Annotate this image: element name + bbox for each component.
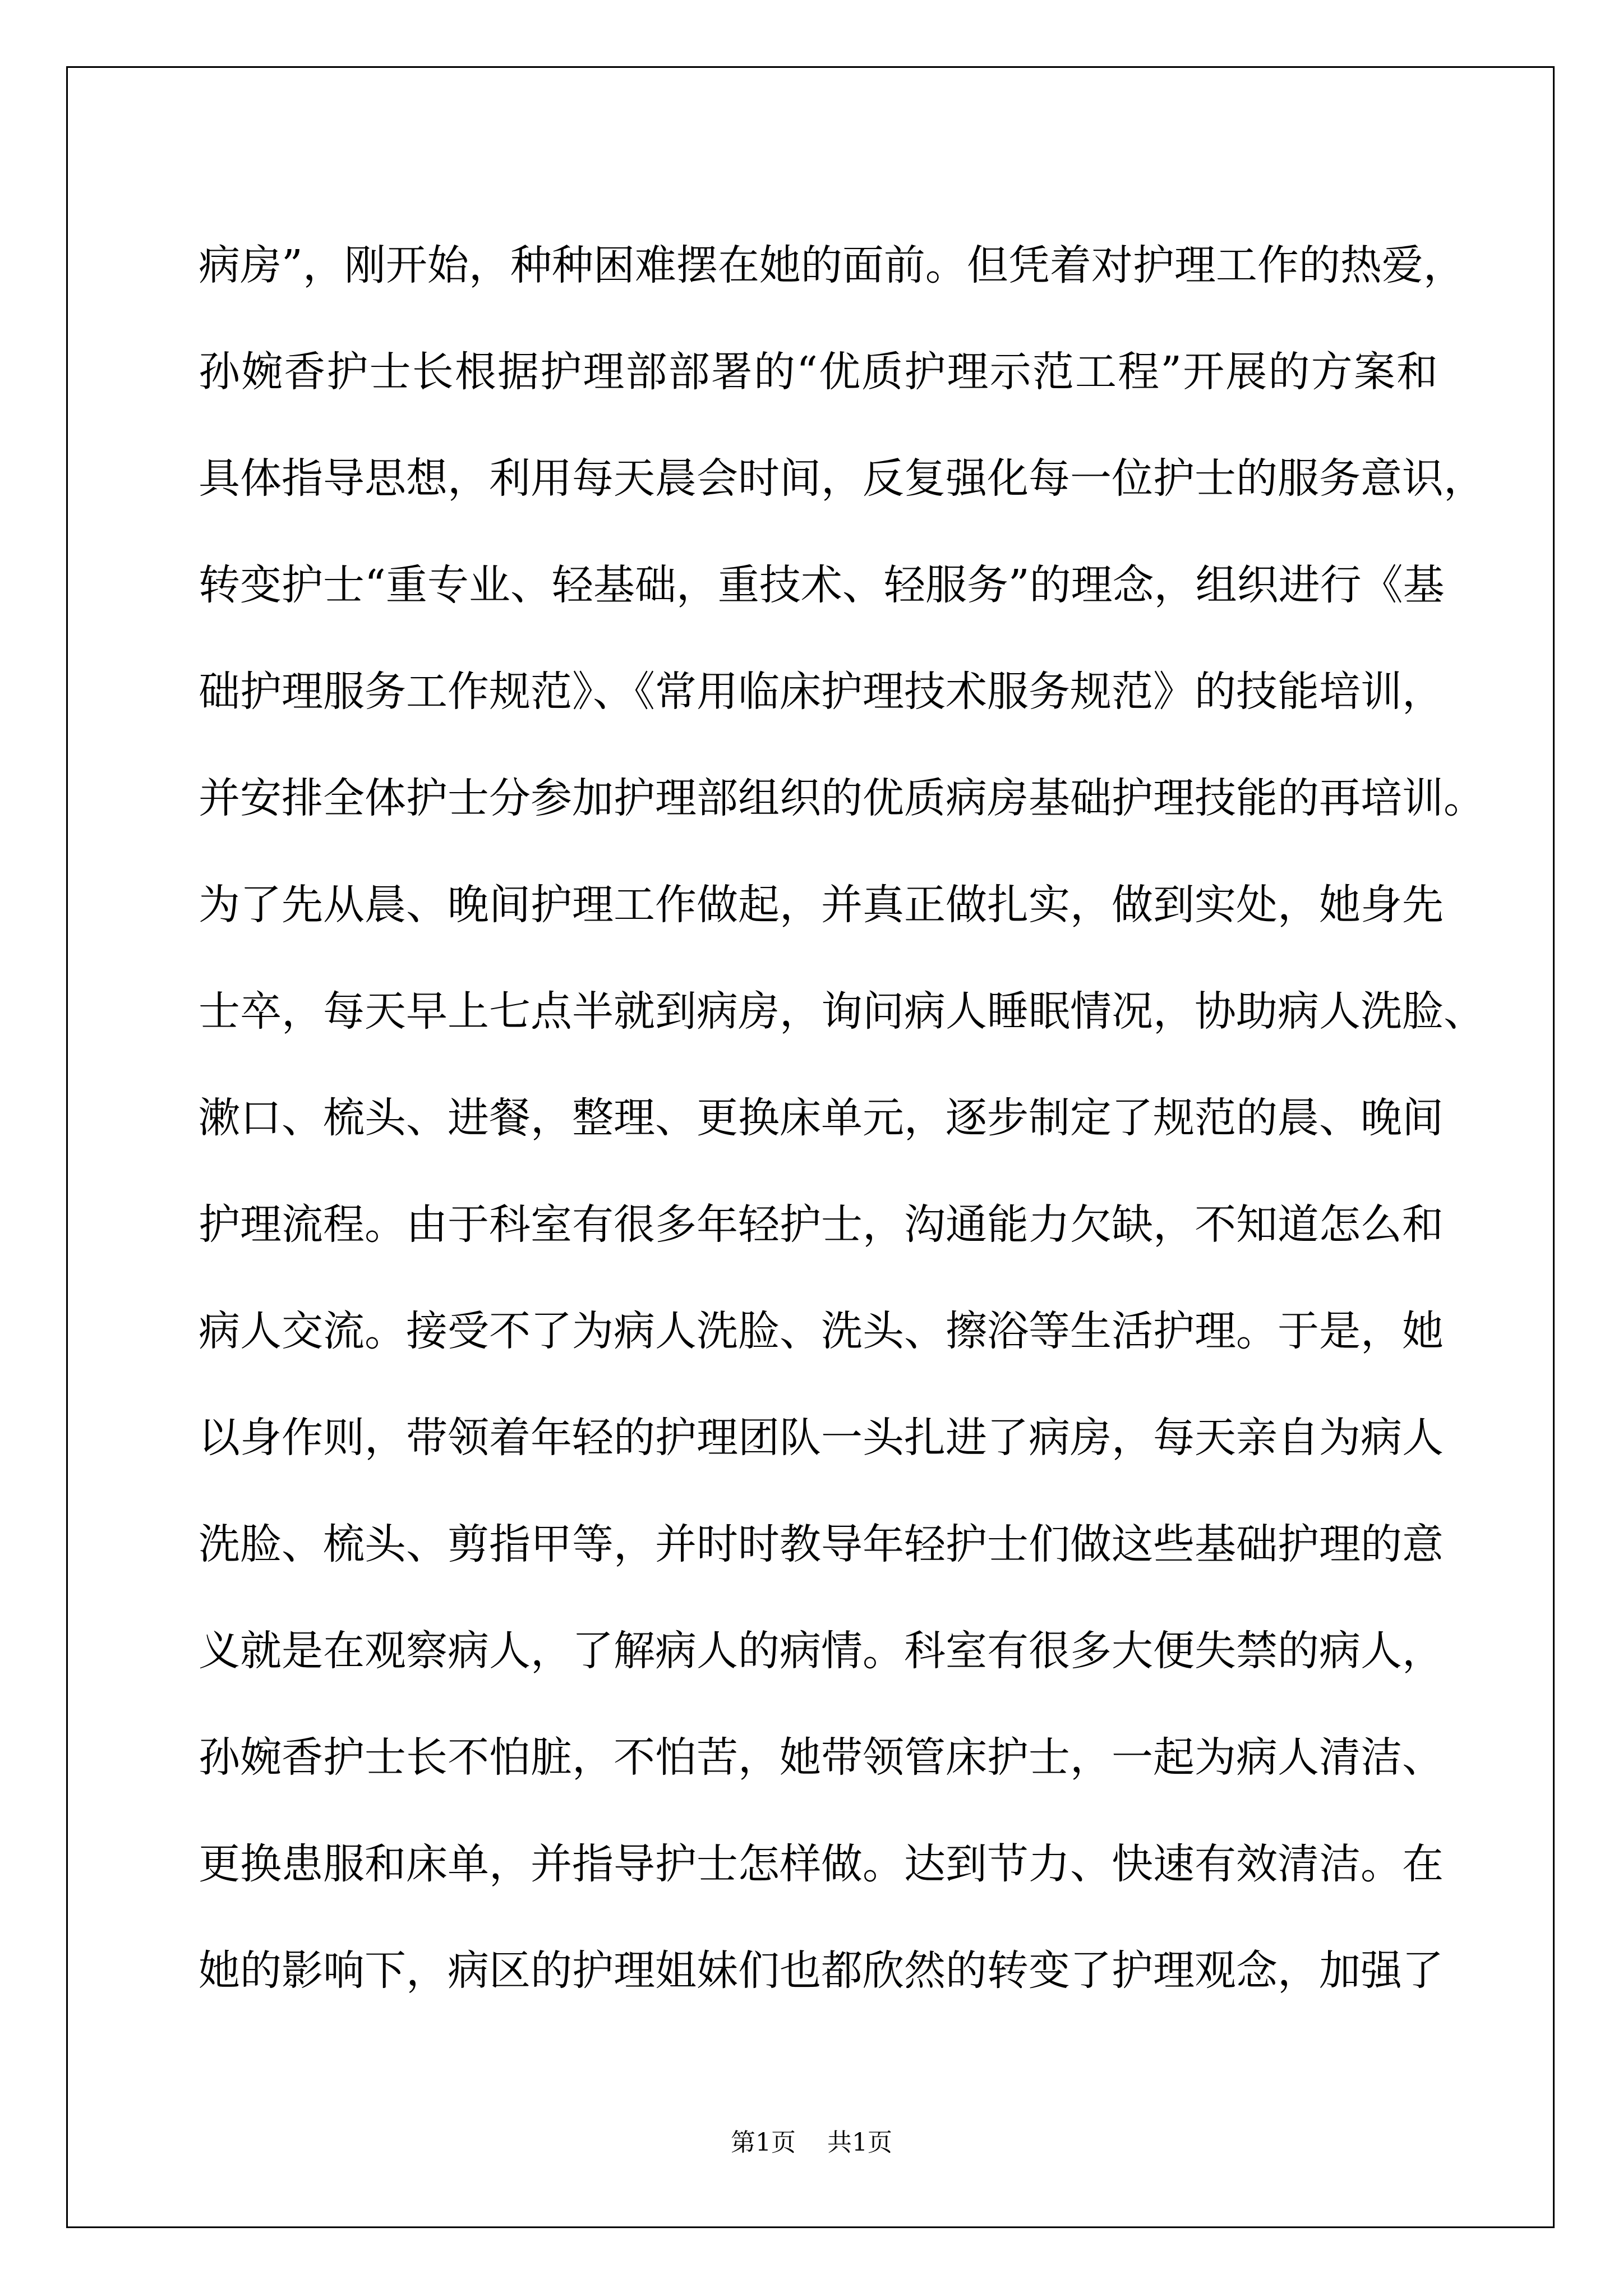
text-line-15: 孙婉香护士长不怕脏，不怕苦，她带领管床护士，一起为病人清洁、	[199, 1733, 1444, 1782]
text-line-7: 为了先从晨、晚间护理工作做起，并真正做扎实，做到实处，她身先	[199, 881, 1444, 929]
page-total: 共1页	[827, 2128, 892, 2157]
text-line-6: 并安排全体护士分参加护理部组织的优质病房基础护理技能的再培训。	[199, 774, 1485, 822]
text-line-12: 以身作则，带领着年轻的护理团队一头扎进了病房，每天亲自为病人	[199, 1414, 1444, 1462]
text-line-3: 具体指导思想，利用每天晨会时间，反复强化每一位护士的服务意识，	[199, 454, 1485, 503]
page-number: 第1页	[731, 2128, 796, 2157]
text-line-4: 转变护士“重专业、轻基础，重技术、轻服务”的理念，组织进行《基	[199, 561, 1445, 609]
text-line-11: 病人交流。接受不了为病人洗脸、洗头、擦浴等生活护理。于是，她	[199, 1307, 1444, 1355]
text-line-1: 病房”，刚开始，种种困难摆在她的面前。但凭着对护理工作的热爱，	[199, 241, 1465, 289]
document-body	[199, 212, 1485, 2024]
text-line-9: 漱口、梳头、进餐，整理、更换床单元，逐步制定了规范的晨、晚间	[199, 1094, 1444, 1142]
text-line-2: 孙婉香护士长根据护理部部署的“优质护理示范工程”开展的方案和	[199, 348, 1438, 396]
text-line-8: 士卒，每天早上七点半就到病房，询问病人睡眠情况，协助病人洗脸、	[199, 987, 1485, 1036]
text-line-17: 她的影响下，病区的护理姐妹们也都欣然的转变了护理观念，加强了	[199, 1947, 1444, 1995]
page-footer	[0, 2126, 1623, 2160]
text-line-10: 护理流程。由于科室有很多年轻护士，沟通能力欠缺，不知道怎么和	[199, 1200, 1444, 1249]
text-line-16: 更换患服和床单，并指导护士怎样做。达到节力、快速有效清洁。在	[199, 1840, 1444, 1888]
text-line-14: 义就是在观察病人，了解病人的病情。科室有很多大便失禁的病人，	[199, 1627, 1444, 1675]
text-line-5: 础护理服务工作规范》、《常用临床护理技术服务规范》的技能培训，	[199, 668, 1444, 716]
text-line-13: 洗脸、梳头、剪指甲等，并时时教导年轻护士们做这些基础护理的意	[199, 1520, 1444, 1568]
